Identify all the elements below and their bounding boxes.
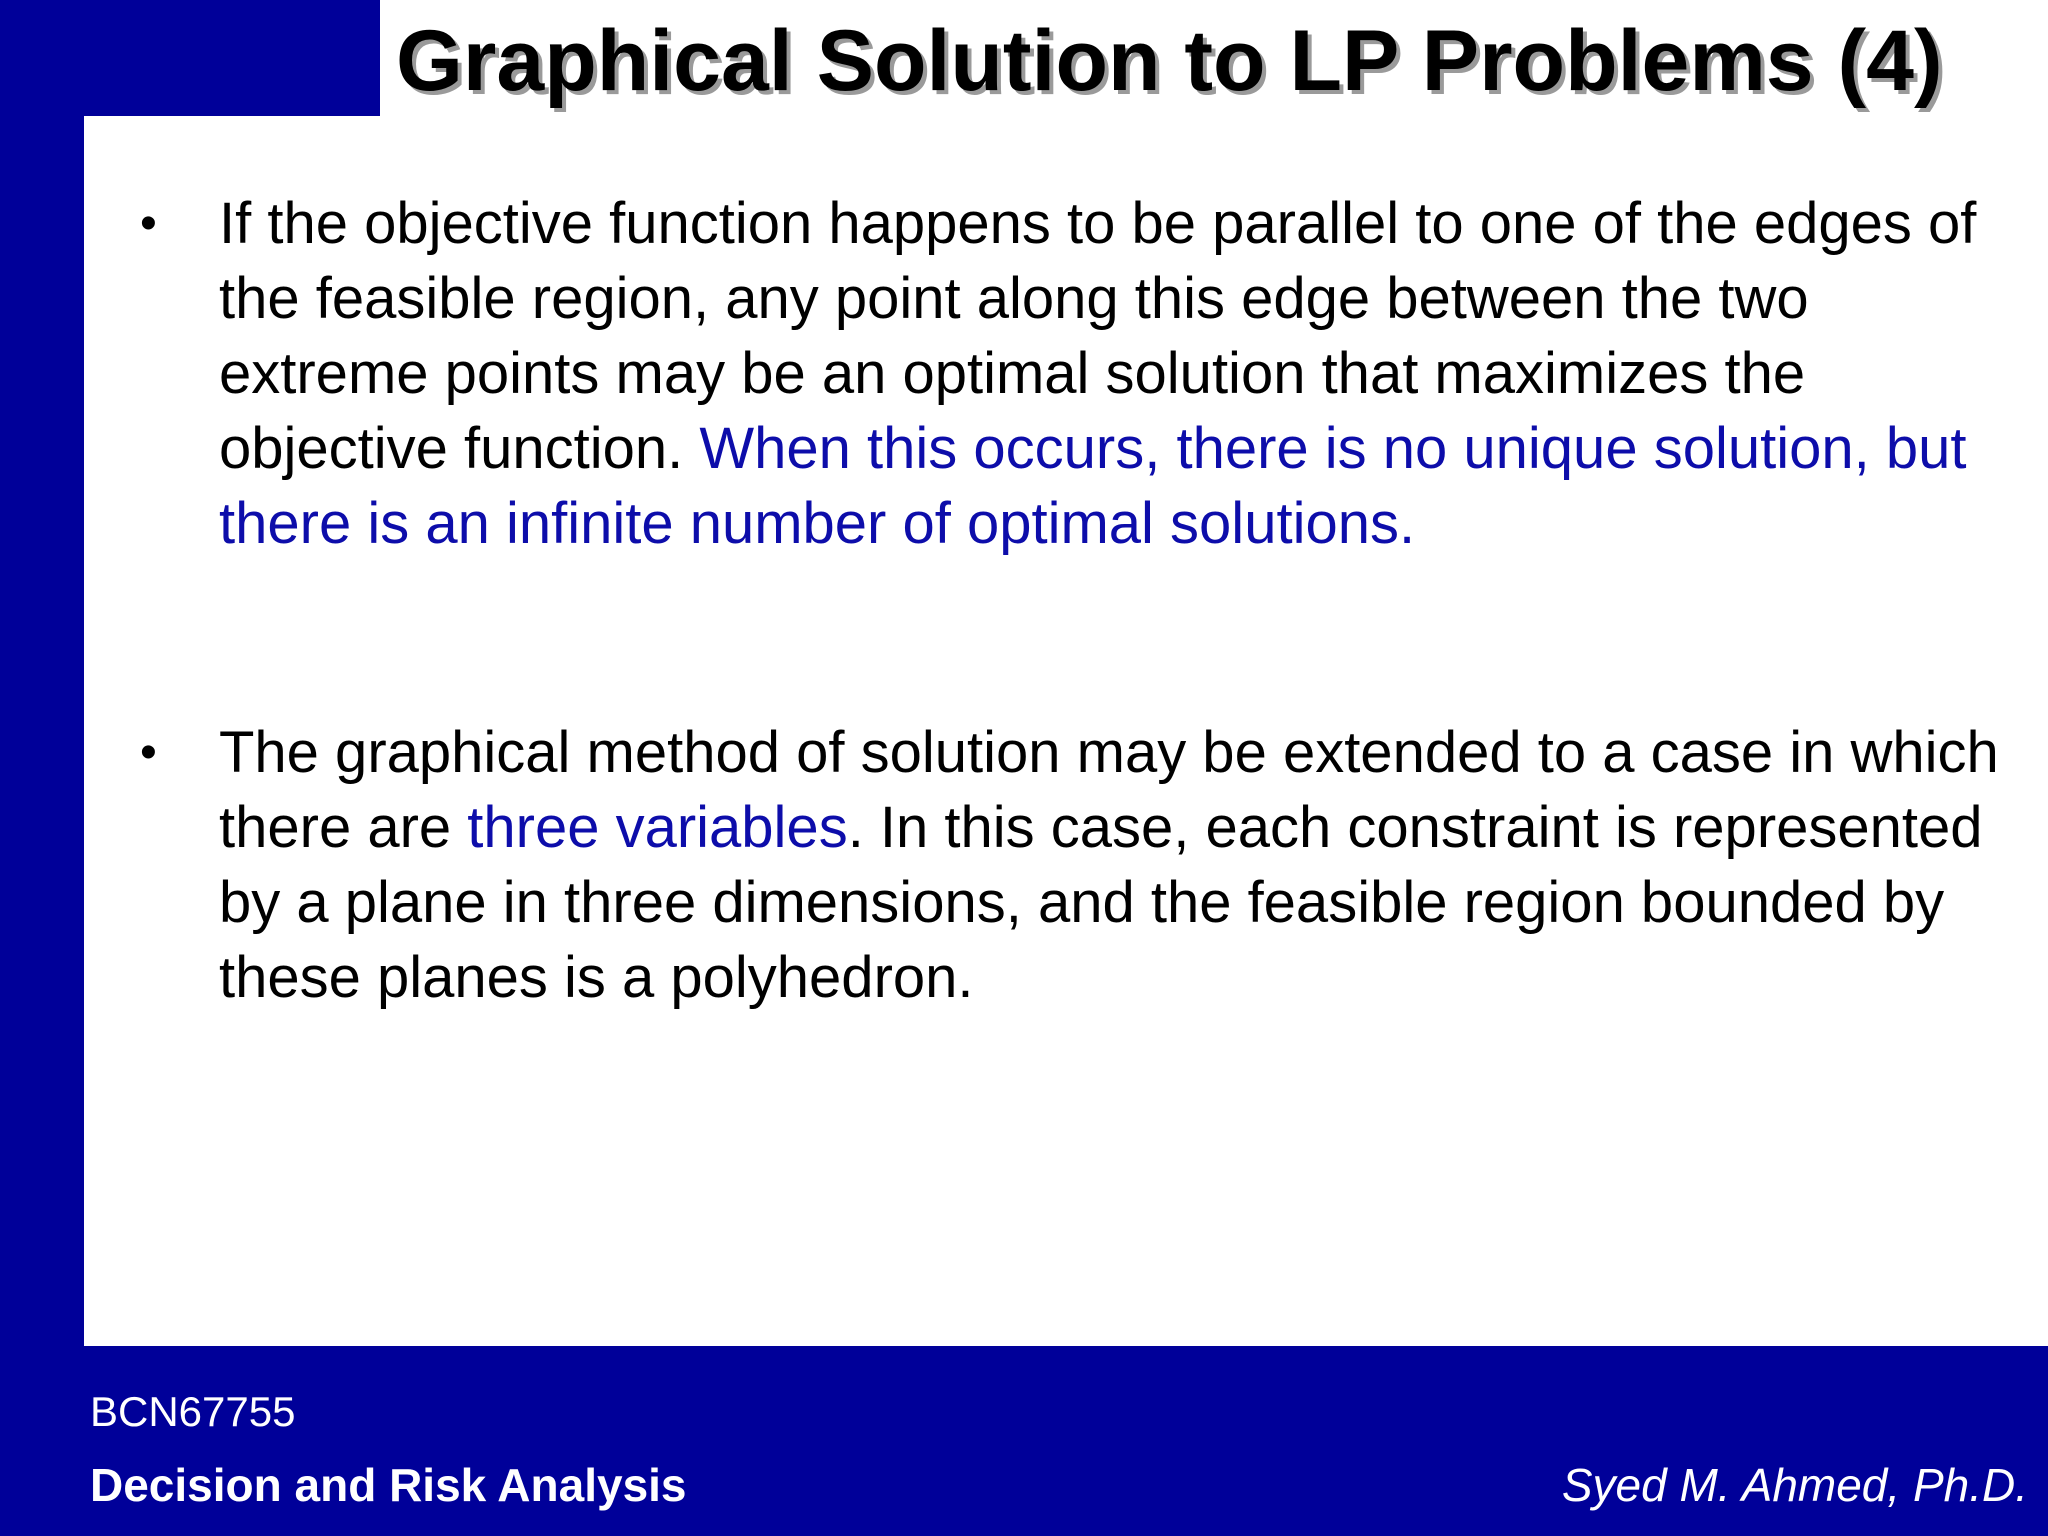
author-name: Syed M. Ahmed, Ph.D. bbox=[1561, 1459, 2028, 1511]
bullet-marker: • bbox=[140, 726, 157, 779]
slide-title: Graphical Solution to LP Problems (4) bbox=[396, 13, 1943, 109]
bullet-text: . In this case, each constraint is represented by a plane in three dimensions, and the feasible region bounded by these planes is a polyhedron. bbox=[219, 795, 1983, 1010]
bullet-highlight-text: When this occurs, there is no unique solution, but there is an infinite number of optimal solutions. bbox=[219, 416, 1967, 556]
bullet-highlight-text: three variables bbox=[467, 795, 848, 860]
bullet-item bbox=[140, 186, 2000, 561]
bullet-text: The graphical method of solution may be extended to a case in which there are bbox=[219, 720, 1999, 860]
title-corner-block bbox=[0, 0, 380, 116]
bullet-text: If the objective function happens to be parallel to one of the edges of the feasible region, any point along this edge between the two extreme points may be an optimal solution that maximizes the objective function. bbox=[219, 191, 1977, 481]
course-code: BCN67755 bbox=[90, 1388, 296, 1435]
bullet-marker: • bbox=[140, 197, 157, 250]
bullet-item bbox=[140, 715, 2000, 1015]
course-name: Decision and Risk Analysis bbox=[90, 1459, 687, 1511]
bullet-list bbox=[140, 186, 2000, 1015]
left-band bbox=[0, 0, 84, 1536]
